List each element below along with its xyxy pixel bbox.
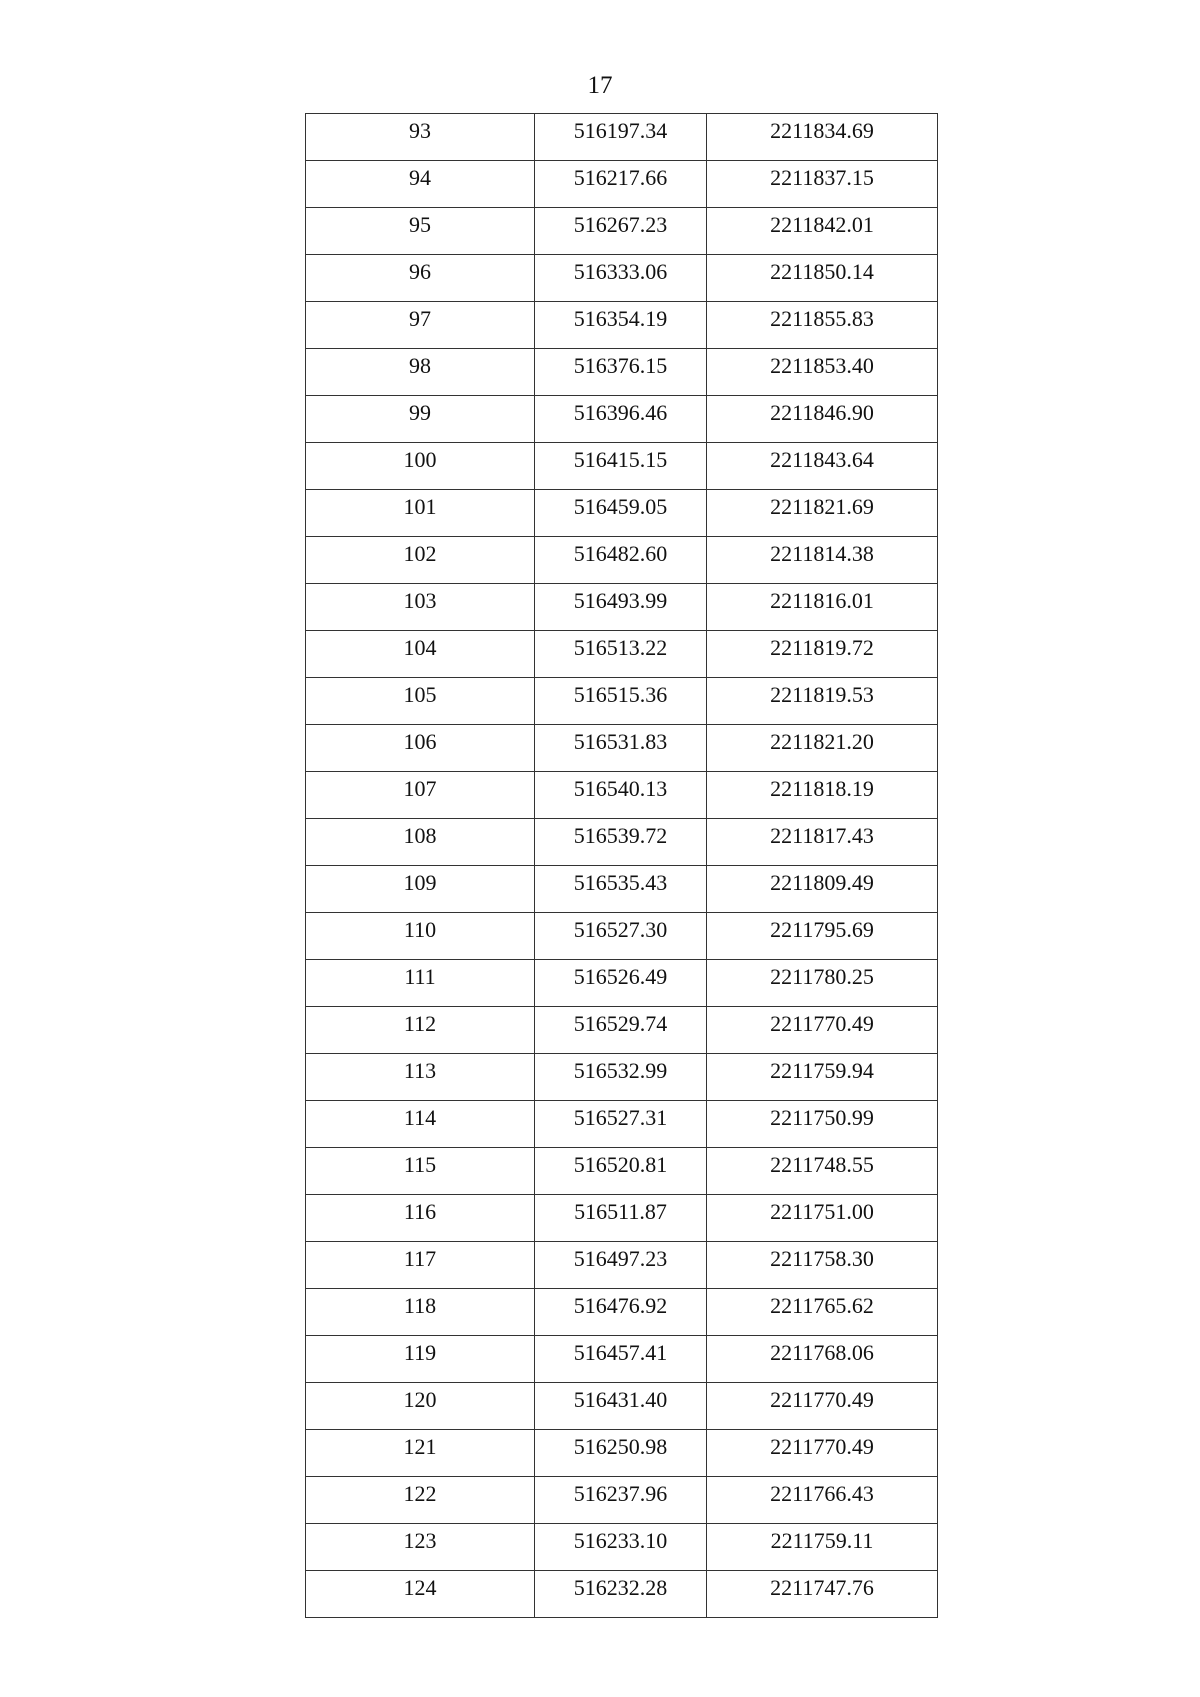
x-coordinate-cell-text: 516476.92 [573, 1293, 668, 1318]
x-coordinate-cell-text: 516513.22 [573, 635, 668, 660]
table-row [306, 1054, 938, 1101]
y-coordinate-cell-text: 2211759.11 [770, 1528, 874, 1553]
table-row [306, 490, 938, 537]
point-number-cell [306, 584, 535, 631]
y-coordinate-cell-text: 2211770.49 [770, 1387, 874, 1412]
point-number-cell-text: 118 [403, 1293, 437, 1318]
point-number-cell-text: 112 [403, 1011, 437, 1036]
y-coordinate-cell-text: 2211766.43 [770, 1481, 874, 1506]
y-coordinate-cell-text: 2211748.55 [770, 1152, 874, 1177]
x-coordinate-cell [535, 584, 707, 631]
table-row [306, 1101, 938, 1148]
point-number-cell-text: 110 [403, 917, 437, 942]
point-number-cell-text: 116 [403, 1199, 437, 1224]
x-coordinate-cell-text: 516531.83 [573, 729, 668, 754]
point-number-cell-text: 111 [404, 964, 436, 989]
x-coordinate-cell [535, 913, 707, 960]
table-row [306, 725, 938, 772]
point-number-cell [306, 631, 535, 678]
x-coordinate-cell [535, 1383, 707, 1430]
table-body [306, 114, 938, 1618]
x-coordinate-cell-text: 516515.36 [573, 682, 668, 707]
x-coordinate-cell [535, 1101, 707, 1148]
table-row [306, 161, 938, 208]
point-number-cell [306, 349, 535, 396]
x-coordinate-cell [535, 208, 707, 255]
x-coordinate-cell-text: 516459.05 [573, 494, 668, 519]
x-coordinate-cell-text: 516354.19 [573, 306, 668, 331]
point-number-cell-text: 107 [403, 776, 437, 801]
point-number-cell [306, 396, 535, 443]
y-coordinate-cell [707, 349, 938, 396]
point-number-cell-text: 103 [403, 588, 437, 613]
point-number-cell-text: 100 [403, 447, 437, 472]
y-coordinate-cell [707, 1007, 938, 1054]
table-row [306, 866, 938, 913]
y-coordinate-cell [707, 819, 938, 866]
y-coordinate-cell [707, 1336, 938, 1383]
point-number-cell-text: 123 [403, 1528, 437, 1553]
y-coordinate-cell-text: 2211814.38 [770, 541, 874, 566]
point-number-cell [306, 1430, 535, 1477]
point-number-cell-text: 113 [403, 1058, 437, 1083]
y-coordinate-cell-text: 2211758.30 [770, 1246, 874, 1271]
table-row [306, 772, 938, 819]
y-coordinate-cell [707, 1289, 938, 1336]
y-coordinate-cell-text: 2211770.49 [770, 1011, 874, 1036]
x-coordinate-cell [535, 866, 707, 913]
point-number-cell-text: 124 [403, 1575, 437, 1600]
y-coordinate-cell-text: 2211843.64 [770, 447, 874, 472]
point-number-cell-text: 120 [403, 1387, 437, 1412]
x-coordinate-cell-text: 516529.74 [573, 1011, 668, 1036]
y-coordinate-cell-text: 2211855.83 [770, 306, 874, 331]
y-coordinate-cell [707, 1242, 938, 1289]
x-coordinate-cell [535, 1148, 707, 1195]
x-coordinate-cell-text: 516497.23 [573, 1246, 668, 1271]
y-coordinate-cell [707, 725, 938, 772]
x-coordinate-cell-text: 516376.15 [573, 353, 668, 378]
y-coordinate-cell [707, 208, 938, 255]
x-coordinate-cell-text: 516217.66 [573, 165, 668, 190]
page-number: 17 [587, 72, 613, 99]
table-row [306, 302, 938, 349]
x-coordinate-cell [535, 255, 707, 302]
x-coordinate-cell [535, 1007, 707, 1054]
x-coordinate-cell-text: 516197.34 [573, 118, 668, 143]
y-coordinate-cell-text: 2211780.25 [770, 964, 874, 989]
x-coordinate-cell [535, 302, 707, 349]
table-row [306, 1477, 938, 1524]
point-number-cell [306, 1007, 535, 1054]
x-coordinate-cell [535, 960, 707, 1007]
y-coordinate-cell [707, 537, 938, 584]
point-number-cell-text: 95 [409, 212, 431, 237]
y-coordinate-cell-text: 2211850.14 [770, 259, 874, 284]
y-coordinate-cell [707, 678, 938, 725]
y-coordinate-cell-text: 2211765.62 [770, 1293, 874, 1318]
point-number-cell [306, 772, 535, 819]
point-number-cell-text: 122 [403, 1481, 437, 1506]
y-coordinate-cell [707, 1148, 938, 1195]
point-number-cell [306, 208, 535, 255]
x-coordinate-cell-text: 516250.98 [573, 1434, 668, 1459]
y-coordinate-cell [707, 1383, 938, 1430]
point-number-cell-text: 114 [403, 1105, 437, 1130]
x-coordinate-cell [535, 1054, 707, 1101]
y-coordinate-cell [707, 866, 938, 913]
y-coordinate-cell [707, 960, 938, 1007]
point-number-cell-text: 109 [403, 870, 437, 895]
y-coordinate-cell-text: 2211818.19 [770, 776, 874, 801]
point-number-cell [306, 302, 535, 349]
y-coordinate-cell [707, 490, 938, 537]
point-number-cell-text: 93 [409, 118, 431, 143]
point-number-cell [306, 1101, 535, 1148]
x-coordinate-cell [535, 114, 707, 161]
point-number-cell [306, 255, 535, 302]
y-coordinate-cell-text: 2211770.49 [770, 1434, 874, 1459]
table-row [306, 1007, 938, 1054]
x-coordinate-cell-text: 516233.10 [573, 1528, 668, 1553]
point-number-cell [306, 161, 535, 208]
y-coordinate-cell [707, 631, 938, 678]
y-coordinate-cell-text: 2211853.40 [770, 353, 874, 378]
y-coordinate-cell-text: 2211834.69 [770, 118, 874, 143]
table-row [306, 349, 938, 396]
point-number-cell-text: 99 [409, 400, 431, 425]
y-coordinate-cell [707, 1571, 938, 1618]
table-row [306, 1242, 938, 1289]
x-coordinate-cell [535, 537, 707, 584]
point-number-cell-text: 101 [403, 494, 437, 519]
x-coordinate-cell-text: 516532.99 [573, 1058, 668, 1083]
x-coordinate-cell [535, 1195, 707, 1242]
table-row [306, 1524, 938, 1571]
table-row [306, 678, 938, 725]
x-coordinate-cell-text: 516511.87 [574, 1199, 667, 1224]
point-number-cell [306, 1054, 535, 1101]
table-row [306, 114, 938, 161]
x-coordinate-cell-text: 516535.43 [573, 870, 668, 895]
y-coordinate-cell [707, 302, 938, 349]
point-number-cell [306, 443, 535, 490]
y-coordinate-cell-text: 2211837.15 [770, 165, 874, 190]
x-coordinate-cell [535, 1336, 707, 1383]
point-number-cell [306, 1195, 535, 1242]
point-number-cell [306, 678, 535, 725]
y-coordinate-cell [707, 255, 938, 302]
y-coordinate-cell-text: 2211842.01 [770, 212, 874, 237]
x-coordinate-cell-text: 516333.06 [573, 259, 668, 284]
y-coordinate-cell-text: 2211821.69 [770, 494, 874, 519]
point-number-cell [306, 725, 535, 772]
point-number-cell [306, 1524, 535, 1571]
x-coordinate-cell [535, 678, 707, 725]
y-coordinate-cell [707, 1430, 938, 1477]
x-coordinate-cell-text: 516527.30 [573, 917, 668, 942]
x-coordinate-cell-text: 516526.49 [573, 964, 668, 989]
x-coordinate-cell-text: 516267.23 [573, 212, 668, 237]
table-row [306, 631, 938, 678]
table-row [306, 960, 938, 1007]
table-row [306, 1383, 938, 1430]
point-number-cell-text: 108 [403, 823, 437, 848]
y-coordinate-cell [707, 443, 938, 490]
y-coordinate-cell [707, 1054, 938, 1101]
x-coordinate-cell [535, 772, 707, 819]
x-coordinate-cell [535, 725, 707, 772]
y-coordinate-cell-text: 2211759.94 [770, 1058, 874, 1083]
y-coordinate-cell [707, 396, 938, 443]
point-number-cell-text: 97 [409, 306, 431, 331]
x-coordinate-cell-text: 516232.28 [573, 1575, 668, 1600]
point-number-cell-text: 94 [409, 165, 431, 190]
x-coordinate-cell-text: 516539.72 [573, 823, 668, 848]
point-number-cell-text: 119 [403, 1340, 437, 1365]
table-row [306, 208, 938, 255]
table-row [306, 1430, 938, 1477]
point-number-cell-text: 117 [403, 1246, 437, 1271]
x-coordinate-cell [535, 349, 707, 396]
x-coordinate-cell [535, 1477, 707, 1524]
y-coordinate-cell [707, 161, 938, 208]
point-number-cell-text: 102 [403, 541, 437, 566]
y-coordinate-cell [707, 1101, 938, 1148]
table-row [306, 584, 938, 631]
y-coordinate-cell-text: 2211795.69 [770, 917, 874, 942]
point-number-cell-text: 104 [403, 635, 437, 660]
point-number-cell-text: 115 [403, 1152, 437, 1177]
x-coordinate-cell-text: 516482.60 [573, 541, 668, 566]
coordinate-table [305, 113, 938, 1618]
y-coordinate-cell-text: 2211816.01 [770, 588, 874, 613]
point-number-cell [306, 490, 535, 537]
table-row [306, 819, 938, 866]
point-number-cell-text: 121 [403, 1434, 437, 1459]
point-number-cell [306, 819, 535, 866]
point-number-cell [306, 913, 535, 960]
y-coordinate-cell-text: 2211846.90 [770, 400, 874, 425]
y-coordinate-cell [707, 913, 938, 960]
point-number-cell [306, 537, 535, 584]
x-coordinate-cell [535, 490, 707, 537]
y-coordinate-cell-text: 2211747.76 [770, 1575, 874, 1600]
y-coordinate-cell-text: 2211821.20 [770, 729, 874, 754]
table-row [306, 1195, 938, 1242]
point-number-cell [306, 114, 535, 161]
x-coordinate-cell [535, 443, 707, 490]
y-coordinate-cell-text: 2211819.53 [770, 682, 874, 707]
y-coordinate-cell [707, 1524, 938, 1571]
table-row [306, 913, 938, 960]
x-coordinate-cell-text: 516540.13 [573, 776, 668, 801]
x-coordinate-cell-text: 516520.81 [573, 1152, 668, 1177]
y-coordinate-cell [707, 772, 938, 819]
y-coordinate-cell-text: 2211809.49 [770, 870, 874, 895]
y-coordinate-cell-text: 2211750.99 [770, 1105, 874, 1130]
x-coordinate-cell [535, 819, 707, 866]
x-coordinate-cell-text: 516237.96 [573, 1481, 668, 1506]
x-coordinate-cell [535, 1524, 707, 1571]
table-row [306, 1289, 938, 1336]
x-coordinate-cell [535, 1571, 707, 1618]
point-number-cell [306, 1336, 535, 1383]
y-coordinate-cell [707, 584, 938, 631]
table-row [306, 1571, 938, 1618]
x-coordinate-cell-text: 516415.15 [573, 447, 668, 472]
point-number-cell-text: 98 [409, 353, 431, 378]
point-number-cell [306, 1383, 535, 1430]
point-number-cell [306, 1477, 535, 1524]
table-row [306, 396, 938, 443]
x-coordinate-cell [535, 1289, 707, 1336]
x-coordinate-cell-text: 516493.99 [573, 588, 668, 613]
point-number-cell [306, 1148, 535, 1195]
y-coordinate-cell-text: 2211817.43 [770, 823, 874, 848]
point-number-cell [306, 1571, 535, 1618]
x-coordinate-cell-text: 516457.41 [573, 1340, 668, 1365]
x-coordinate-cell [535, 631, 707, 678]
x-coordinate-cell [535, 1242, 707, 1289]
x-coordinate-cell [535, 396, 707, 443]
x-coordinate-cell [535, 1430, 707, 1477]
x-coordinate-cell [535, 161, 707, 208]
y-coordinate-cell-text: 2211751.00 [770, 1199, 874, 1224]
y-coordinate-cell [707, 1477, 938, 1524]
y-coordinate-cell [707, 114, 938, 161]
table-row [306, 537, 938, 584]
y-coordinate-cell [707, 1195, 938, 1242]
point-number-cell-text: 106 [403, 729, 437, 754]
point-number-cell [306, 1289, 535, 1336]
table-row [306, 443, 938, 490]
point-number-cell [306, 960, 535, 1007]
point-number-cell-text: 96 [409, 259, 431, 284]
table-row [306, 1148, 938, 1195]
x-coordinate-cell-text: 516431.40 [573, 1387, 668, 1412]
point-number-cell-text: 105 [403, 682, 437, 707]
point-number-cell [306, 866, 535, 913]
y-coordinate-cell-text: 2211768.06 [770, 1340, 874, 1365]
x-coordinate-cell-text: 516396.46 [573, 400, 668, 425]
x-coordinate-cell-text: 516527.31 [573, 1105, 668, 1130]
table-row [306, 1336, 938, 1383]
point-number-cell [306, 1242, 535, 1289]
table-row [306, 255, 938, 302]
y-coordinate-cell-text: 2211819.72 [770, 635, 874, 660]
